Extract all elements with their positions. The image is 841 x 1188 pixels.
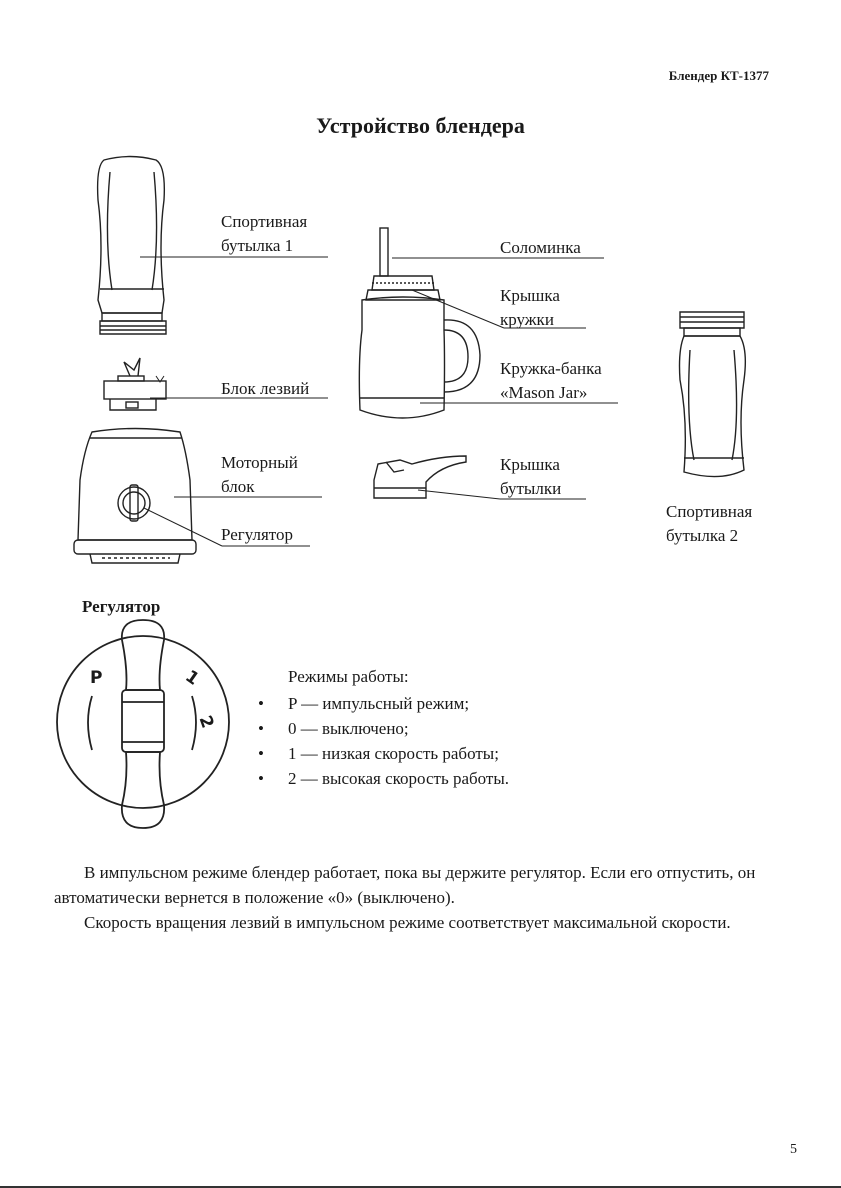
motor-unit-drawing (74, 429, 196, 564)
page-number: 5 (790, 1142, 797, 1157)
sport-bottle-1-drawing (98, 157, 166, 335)
label-mason-jar: Кружка-банка «Mason Jar» (500, 359, 602, 402)
label-regulator: Регулятор (221, 525, 294, 544)
label-sport-bottle-2: Спортивная бутылка 2 (666, 502, 753, 545)
mason-jar-drawing (359, 228, 480, 418)
list-item: • P — импульсный режим; (258, 694, 470, 713)
modes-title: Режимы работы: (288, 667, 409, 686)
list-item: • 0 — выключено; (258, 719, 409, 738)
list-item: • 2 — высокая скорость работы. (258, 769, 510, 788)
paragraph: Скорость вращения лезвий в импульсном режиме соответствует максимальной скорости. (84, 913, 731, 932)
label-bottle-lid: Крышка бутылки (500, 455, 562, 498)
blade-unit-drawing (104, 358, 166, 410)
label-motor-unit: Моторный блок (221, 453, 298, 496)
sport-bottle-2-drawing (680, 312, 746, 477)
list-item: • 1 — низкая скорость работы; (258, 744, 499, 763)
regulator-section-title: Регулятор (82, 597, 161, 616)
label-mug-lid: Крышка кружки (500, 286, 560, 329)
dial-mark-1: 1 (181, 666, 203, 690)
paragraph: В импульсном режиме блендер работает, пока вы держите регулятор. Если его отпустить, он автоматически вернется в положение «0» (выключено). (54, 863, 756, 907)
label-sport-bottle-1: Спортивная бутылка 1 (221, 212, 308, 255)
body-text (54, 860, 764, 935)
label-straw: Соломинка (500, 238, 581, 257)
modes-list (258, 691, 509, 791)
document-header: Блендер КТ-1377 (668, 68, 769, 83)
label-blade-unit: Блок лезвий (221, 379, 310, 398)
page-title: Устройство блендера (316, 113, 525, 138)
bottle-lid-drawing (374, 456, 466, 498)
dial-mark-2: 2 (194, 713, 218, 731)
dial-mark-p: P (90, 668, 103, 688)
